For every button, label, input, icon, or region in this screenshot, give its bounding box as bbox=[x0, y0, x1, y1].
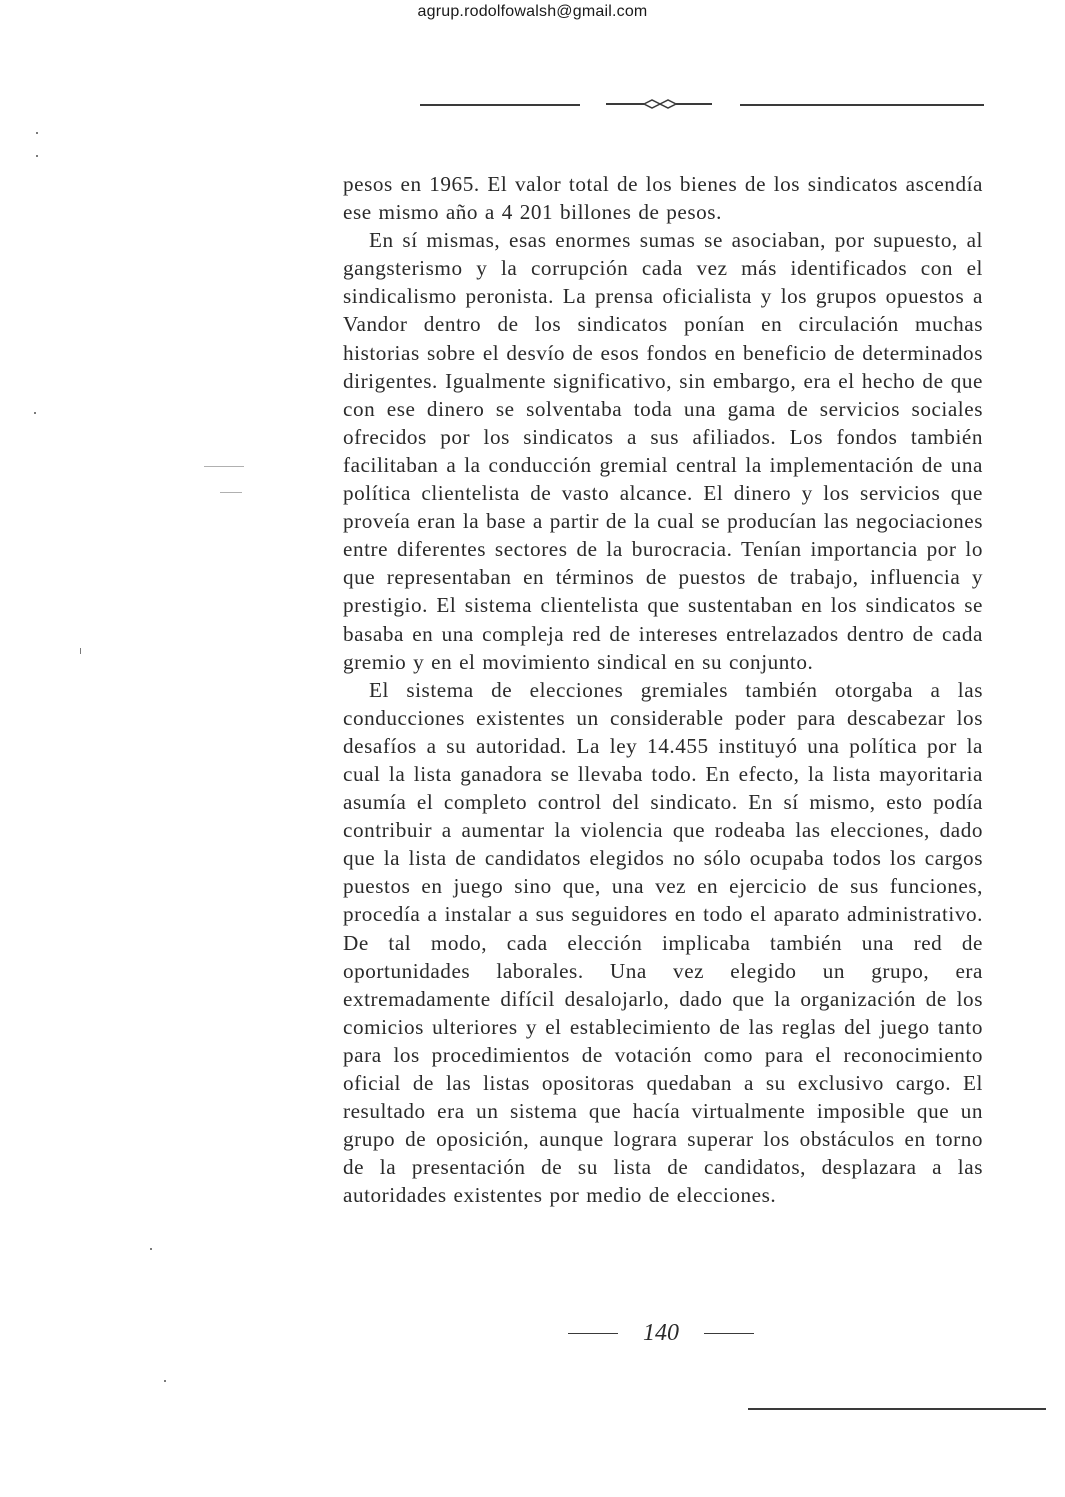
scan-speck bbox=[34, 412, 36, 414]
footer-dash-left bbox=[568, 1333, 618, 1334]
ornament-icon bbox=[604, 98, 714, 110]
scan-speck bbox=[220, 492, 242, 493]
top-rule-left bbox=[420, 104, 580, 106]
scan-speck bbox=[36, 132, 38, 134]
bottom-rule bbox=[748, 1408, 1046, 1410]
scan-speck bbox=[150, 1248, 152, 1250]
header-email: agrup.rodolfowalsh@gmail.com bbox=[417, 3, 648, 20]
paragraph-3: El sistema de elecciones gremiales también otorgaba a las conducciones existentes un considerable poder para descabezar los desafíos a su autoridad. La ley 14.455 instituyó una política por la cual la lista ganadora se llevaba todo. En efecto, la lista mayoritaria asumía el completo control del sindicato. En sí mismo, esto podía contribuir a aumentar la violencia que rodeaba las elecciones, dado que la lista de candidatos elegidos no sólo ocupaba todos los cargos puestos en juego sino que, una vez en ejercicio de sus funciones, procedía a instalar a sus seguidores en todo el aparato administrativo. De tal modo, cada elección implicaba también una red de oportunidades laborales. Una vez elegido un grupo, era extremadamente difícil desalojarlo, dado que la organización de los comicios ulteriores y el establecimiento de las reglas del juego tanto para los procedimientos de votación como para el reconocimiento oficial de las listas opositoras quedaban a su exclusivo cargo. El resultado era un sistema que hacía virtualmente imposible que un grupo de oposición, aunque lograra superar los obstáculos en torno de la presentación de su lista de candidatos, desplazara a las autoridades existentes por medio de elecciones. bbox=[343, 677, 983, 1208]
body-text bbox=[343, 170, 983, 1209]
footer-dash-right bbox=[704, 1333, 754, 1334]
scan-speck bbox=[36, 155, 38, 157]
scan-speck bbox=[164, 1380, 166, 1382]
top-rule-right bbox=[740, 104, 984, 106]
paragraph-1: pesos en 1965. El valor total de los bienes de los sindicatos ascendía ese mismo año a 4 201 billones de pesos. bbox=[343, 172, 983, 225]
scan-speck bbox=[204, 466, 244, 467]
page-footer bbox=[568, 1320, 754, 1347]
scan-speck bbox=[80, 648, 81, 654]
paragraph-2: En sí mismas, esas enormes sumas se asociaban, por supuesto, al gangsterismo y la corrupción cada vez más identificados con el sindicalismo peronista. La prensa oficialista y los grupos opuestos a Vandor dentro de los sindicatos ponían en circulación muchas historias sobre el desvío de esos fondos en beneficio de determinados dirigentes. Igualmente significativo, sin embargo, era el hecho de que con ese dinero se solventaba toda una gama de servicios sociales ofrecidos por los sindicatos a sus afiliados. Los fondos también facilitaban a la conducción gremial central la implementación de una política clientelista de vasto alcance. El dinero y los servicios que proveía eran la base a partir de la cual se producían las negociaciones entre diferentes sectores de la burocracia. Tenían importancia por lo que representaban en términos de puestos de trabajo, influencia y prestigio. El sistema clientelista que sustentaban en los sindicatos se basaba en una compleja red de intereses entrelazados dentro de cada gremio y en el movimiento sindical en su conjunto. bbox=[343, 228, 983, 674]
page-number: 140 bbox=[643, 1320, 679, 1346]
